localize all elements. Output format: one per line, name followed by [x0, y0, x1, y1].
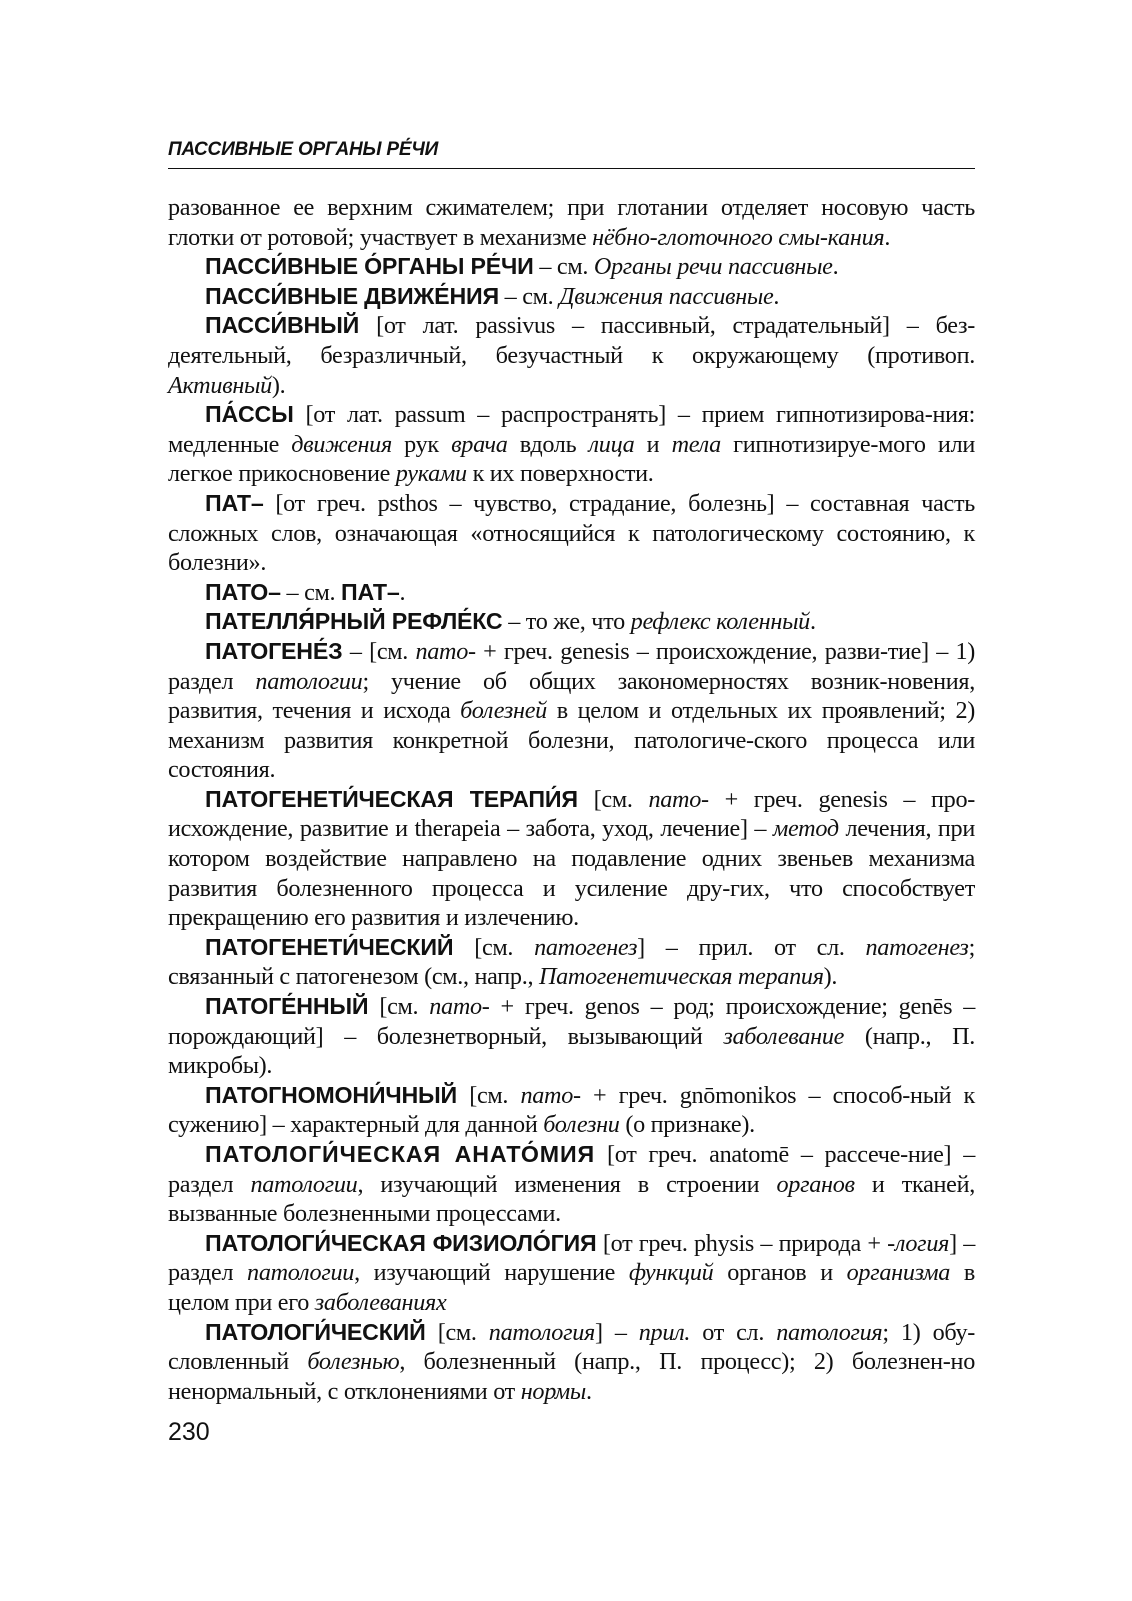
italic-run: патология [488, 1318, 595, 1346]
text-run: [см. [425, 1318, 489, 1346]
italic-run: патологии [247, 1259, 355, 1287]
continuation-paragraph [168, 193, 975, 252]
italic-run: пато- [429, 993, 490, 1021]
text-run: (о признаке). [619, 1111, 755, 1139]
italic-run: пато- [520, 1081, 581, 1109]
text-run: к их поверхности. [466, 460, 654, 488]
entry-passivnye-dvizheniya [168, 282, 975, 312]
entry-passivnyi [168, 311, 975, 400]
headword: ПАССИ́ВНЫЕ ДВИЖЕ́НИЯ [205, 282, 499, 309]
entry-patognomonichnyi [168, 1081, 975, 1140]
text-run: в целом и отдельных их проявлений; 2) механизм развития конкретной болезни, патологиче-ского процесса или состояния. [168, 697, 975, 784]
italic-run: функций [628, 1259, 714, 1287]
text-run: . [809, 608, 816, 636]
text-run: ] – раздел [168, 1229, 975, 1287]
text-run: , болезненный (напр., П. процесс); 2) болезнен-но ненормальный, с отклонениями от [168, 1348, 975, 1405]
text-run: [от лат. passum – распространять] – прием гипнотизирова-ния: медленные [168, 401, 975, 458]
headword: ПАТЕЛЛЯ́РНЫЙ РЕФЛЕ́КС [205, 608, 503, 635]
headword: ПАТОЛОГИ́ЧЕСКИЙ [205, 1318, 426, 1345]
text-run: . [773, 282, 780, 310]
entry-pato [168, 578, 975, 608]
headword: ПАТО– [205, 578, 281, 605]
entry-pat [168, 489, 975, 578]
text-run: [см. [577, 785, 649, 813]
cross-reference: Движения пассивные [559, 282, 774, 310]
headword: ПАТОГЕНЕ́З [205, 637, 343, 664]
text-run: и тканей, вызванные болезненными процессами. [168, 1170, 975, 1228]
text-run: . [884, 223, 891, 251]
text-run: ; связанный с патогенезом (см., напр., [168, 933, 975, 991]
text-run: , изучающий нарушение [354, 1259, 629, 1287]
text-run: + греч. genos – род; происхождение; genēs – порождающий] – болезнетворный, вызывающий [168, 993, 975, 1050]
headword: ПАТ– [205, 489, 264, 516]
italic-run: болезнью [307, 1348, 400, 1376]
italic-run: Патогенетическая терапия [538, 963, 824, 991]
headword: ПА́ССЫ [205, 401, 294, 428]
entry-passy [168, 400, 975, 489]
entry-patogeneticheskii [168, 933, 975, 992]
text-run: разованное ее верхним сжимателем; при глотании отделяет носовую часть глотки от ротовой; участвует в механизме [168, 194, 975, 251]
italic-run: движения [291, 430, 392, 458]
italic-run: пато- [415, 637, 476, 665]
text-run: ). [823, 963, 838, 991]
italic-run: лица [588, 430, 635, 458]
text-run: ] – прил. от сл. [637, 933, 866, 961]
headword: ПАТОГНОМОНИ́ЧНЫЙ [205, 1081, 457, 1108]
cross-reference: Активный [168, 371, 272, 399]
italic-run: заболеваниях [314, 1288, 447, 1316]
text-run: [см. [453, 933, 535, 961]
italic-run: нёбно-глоточного смы-кания [592, 223, 885, 251]
text-run: органов и [713, 1259, 847, 1287]
text-run: – см. [280, 578, 342, 606]
headword: ПАТОГЕНЕТИ́ЧЕСКИЙ [205, 933, 454, 960]
text-run: ; 1) обу-словленный [168, 1318, 975, 1376]
italic-run: прил. [638, 1318, 691, 1346]
headword: ПАТОЛОГИ́ЧЕСКАЯ ФИЗИОЛО́ГИЯ [205, 1229, 597, 1256]
text-run: [см. [368, 993, 430, 1021]
italic-run: -логия [887, 1229, 950, 1257]
text-run: (напр., П. микробы). [168, 1022, 975, 1080]
headword: ПАТОЛОГИ́ЧЕСКАЯ АНАТО́МИЯ [205, 1141, 596, 1167]
text-run: – см. [533, 253, 594, 281]
text-run: рук [391, 430, 452, 458]
italic-run: патологии [250, 1170, 358, 1198]
text-run: – то же, что [502, 608, 631, 636]
text-run: [от греч. physis – природа + [596, 1229, 888, 1257]
italic-run: болезни [543, 1111, 620, 1139]
text-run: . [399, 578, 406, 606]
text-run: + греч. gnōmonikos – способ-ный к сужению] – характерный для данной [168, 1081, 975, 1139]
entry-patologicheskaya-anatomiya [168, 1140, 975, 1229]
text-run: в целом при его [168, 1259, 976, 1316]
italic-run: органов [776, 1170, 855, 1198]
entry-patogenez [168, 637, 975, 785]
entry-patologicheskii [168, 1318, 975, 1407]
text-run: лечения, при котором воздействие направлено на подавление одних звеньев механизма развития болезненного процесса и усиление дру-гих, что способствует прекращению его развития и излечению. [168, 815, 975, 932]
italic-run: тела [671, 430, 721, 458]
italic-run: врача [451, 430, 508, 458]
text-run: от сл. [690, 1318, 777, 1346]
text-run: гипнотизируе-мого или легкое прикосновение [168, 430, 975, 488]
headword: ПАТОГЕНЕТИ́ЧЕСКАЯ ТЕРАПИ́Я [205, 785, 578, 812]
headword: ПАССИ́ВНЫЕ О́РГАНЫ РЕ́ЧИ [205, 253, 534, 280]
text-run: . [586, 1377, 592, 1405]
text-run: . [832, 253, 839, 281]
text-run: + греч. genesis – про-исхождение, развитие и therapeia – забота, уход, лечение] – [168, 785, 975, 843]
entry-patellyarnyi-refleks [168, 607, 975, 637]
text-run: ] – [594, 1318, 639, 1346]
text-run: – см. [498, 282, 560, 310]
entry-passivnye-organy-rechi [168, 252, 975, 282]
entry-patologicheskaya-fiziologiya [168, 1229, 975, 1318]
text-run: [от лат. passivus – пассивный, страдательный] – без-деятельный, безразличный, безучастный к окружающему (противоп. [168, 312, 975, 369]
italic-run: болезней [460, 697, 547, 725]
italic-run: нормы [520, 1377, 587, 1405]
italic-run: патология [776, 1318, 883, 1346]
italic-run: заболевание [723, 1022, 845, 1050]
page-number: 230 [168, 1418, 210, 1446]
cross-reference: рефлекс коленный [630, 608, 810, 636]
italic-run: руками [395, 460, 467, 488]
italic-run: патогенез [865, 933, 969, 961]
headword: ПАТОГЕ́ННЫЙ [205, 993, 369, 1020]
text-run: [от греч. psthos – чувство, страдание, болезнь] – составная часть сложных слов, означающая «относящийся к патологическому состоянию, к болезни». [168, 489, 975, 577]
text-run: [от греч. anatomē – рассече-ние] – раздел [168, 1141, 975, 1198]
italic-run: метод [772, 815, 839, 843]
cross-reference: Органы речи пассивные [593, 253, 833, 281]
italic-run: организма [846, 1259, 951, 1287]
italic-run: патогенез [534, 933, 638, 961]
running-title: ПАССИВНЫЕ ОРГАНЫ РЕ́ЧИ [168, 139, 975, 169]
entry-patogennyi [168, 992, 975, 1081]
italic-run: пато- [648, 785, 709, 813]
entry-patogeneticheskaya-terapiya [168, 785, 975, 933]
text-run: , изучающий изменения в строении [357, 1170, 777, 1198]
text-run: + греч. genesis – происхождение, разви-тие] – 1) раздел [168, 637, 976, 695]
text-run: ). [271, 371, 286, 399]
headword: ПАССИ́ВНЫЙ [205, 312, 360, 339]
text-run: вдоль [507, 430, 589, 458]
text-run: [см. [456, 1081, 521, 1109]
headword-reference: ПАТ– [341, 578, 400, 605]
italic-run: патологии [255, 667, 363, 695]
text-run: – [см. [342, 637, 416, 665]
text-run: ; учение об общих закономерностях возник-новения, развития, течения и исхода [168, 667, 975, 725]
dictionary-text [168, 193, 975, 1406]
text-run: и [634, 430, 672, 458]
